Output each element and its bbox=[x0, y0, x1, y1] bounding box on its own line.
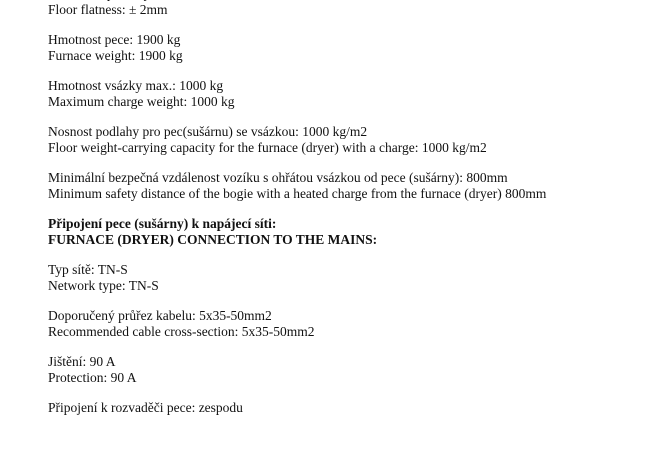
connection-heading-cz: Připojení pece (sušárny) k napájecí síti: bbox=[48, 216, 277, 231]
network-type-en-text: Network type: TN-S bbox=[48, 278, 159, 293]
floor-flatness-en-text: Floor flatness: ± 2mm bbox=[48, 2, 168, 17]
floor-capacity-en-text: Floor weight-carrying capacity for the furnace (dryer) with a charge: 1000 kg/m2 bbox=[48, 140, 487, 155]
safety-distance-cz-text: Minimální bezpečná vzdálenost vozíku s ohřátou vsázkou od pece (sušárny): 800mm bbox=[48, 170, 508, 185]
switchboard-connection-cz-text: Připojení k rozvaděči pece: zespodu bbox=[48, 400, 243, 415]
charge-weight-en-text: Maximum charge weight: 1000 kg bbox=[48, 94, 235, 109]
safety-distance-en-text: Minimum safety distance of the bogie with a heated charge from the furnace (dryer) 800mm bbox=[48, 186, 547, 201]
document-body bbox=[48, 0, 648, 416]
floor-capacity-cz-text: Nosnost podlahy pro pec(sušárnu) se vsázkou: 1000 kg/m2 bbox=[48, 124, 368, 139]
furnace-weight-cz-text: Hmotnost pece: 1900 kg bbox=[48, 32, 181, 47]
cable-section-cz-text: Doporučený průřez kabelu: 5x35-50mm2 bbox=[48, 308, 272, 323]
network-type-cz-text: Typ sítě: TN-S bbox=[48, 262, 128, 277]
connection-heading-en: FURNACE (DRYER) CONNECTION TO THE MAINS: bbox=[48, 232, 378, 247]
furnace-weight-en-text: Furnace weight: 1900 kg bbox=[48, 48, 183, 63]
protection-cz-text: Jištění: 90 A bbox=[48, 354, 116, 369]
charge-weight-cz-text: Hmotnost vsázky max.: 1000 kg bbox=[48, 78, 224, 93]
protection-en-text: Protection: 90 A bbox=[48, 370, 137, 385]
cable-section-en-text: Recommended cable cross-section: 5x35-50mm2 bbox=[48, 324, 315, 339]
